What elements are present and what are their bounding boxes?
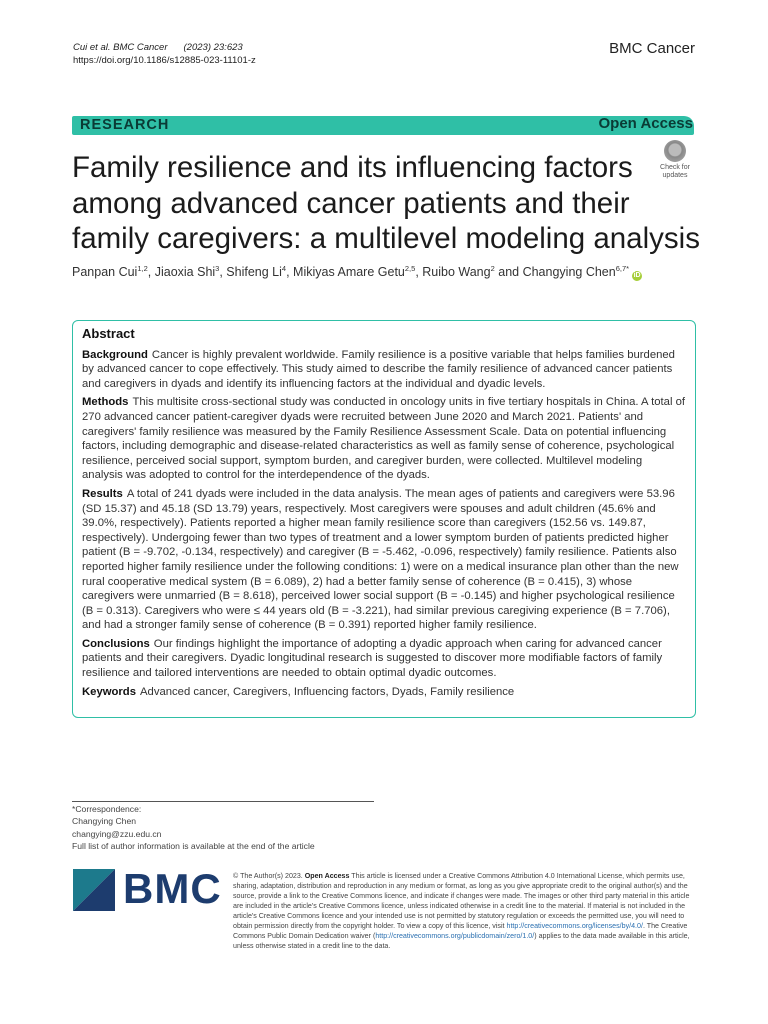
footnote-divider xyxy=(72,801,374,802)
journal-name: BMC Cancer xyxy=(609,40,695,57)
article-title: Family resilience and its influencing factors among advanced cancer patients and their family caregivers: a multilevel modeling analysis xyxy=(72,151,700,255)
abstract-conclusions: Conclusions Our findings highlight the importance of adopting a dyadic approach when caring for advanced cancer patients and their caregivers. Dyadic longitudinal research is suggested to discover more modifiable factors of family resilience and tailored interventions are needed to obtain optimal dyadic outcomes. xyxy=(82,637,663,680)
check-updates-line1: Check for xyxy=(660,164,690,171)
license-text: © The Author(s) 2023. Open Access This article is licensed under a Creative Commons Attribution 4.0 International License, which permits use, sharing, adaptation, distribution and reproduction in any medium or format, as long as you give appropriate credit to the original author(s) and the source, provide a link to the Creative Commons licence, and indicate if changes were made. The images or other third party material in this article are included in the article's Creative Commons licence, unless indicated otherwise in a credit line to the material. If material is not included in the article's Creative Commons licence and your intended use is not permitted by statutory regulation or exceeds the permitted use, you will need to obtain permission directly from the copyright holder. To view a copy of this licence, visit http://creativecommons.org/licenses/by/4.0/. The Creative Commons Public Domain Dedication waiver (http://creativecommons.org/publicdomain/zero/1.0/) applies to the data made available in this article, unless otherwise stated in a credit line to the data. xyxy=(233,872,690,950)
abstract-heading: Abstract xyxy=(82,326,135,341)
abstract-background: Background Cancer is highly prevalent worldwide. Family resilience is a positive variable that helps families burdened by advanced cancer to cope effectively. This study aimed to describe the family resilience of advanced cancer patients and caregivers in dyads and identify its influencing factors at the individual and dyadic levels. xyxy=(82,348,675,390)
license-link-by[interactable]: http://creativecommons.org/licenses/by/4.0/ xyxy=(506,922,643,930)
correspondence-name: Changying Chen xyxy=(72,816,137,827)
author-2[interactable]: Shifeng Li$^4$ xyxy=(226,264,287,279)
bmc-logo-text: BMC xyxy=(123,865,222,912)
citation-authors: Cui et al. BMC Cancer xyxy=(73,42,168,53)
citation-year: (2023) 23:623 xyxy=(183,42,243,53)
author-list: Panpan Cui$^{1,2}$, Jiaoxia Shi$^3$, Shifeng Li$^4$, Mikiyas Amare Getu$^{2,5}$, Ruibo Wang$^2$ and Changying Chen$^{6,7*}$iD xyxy=(72,264,641,279)
abstract-methods: Methods This multisite cross-sectional study was conducted in oncology units in five tertiary hospitals in China. A total of 270 advanced cancer patient-caregiver dyads were recruited between June 2020 and March 2021. Patients' and caregivers' family resilience was measured by the Family Resilience Assessment Scale. Data on potential influencing factors, including demographic and disease-related characteristics as well as family sense of coherence, psychological resilience, perceived social support, symptom burden, and caregiver burden, were collected. Multilevel modeling analysis was adopted to control for the interdependence of the dyads. xyxy=(82,396,686,482)
correspondence-email[interactable]: changying@zzu.edu.cn xyxy=(72,828,162,839)
open-access-label: Open Access xyxy=(598,115,693,132)
check-updates-line2: updates xyxy=(662,172,688,179)
author-4[interactable]: Ruibo Wang$^2$ xyxy=(422,264,495,279)
author-5[interactable]: Changying Chen$^{6,7*}$ xyxy=(522,264,630,279)
author-0[interactable]: Panpan Cui$^{1,2}$ xyxy=(72,264,148,279)
author-1[interactable]: Jiaoxia Shi$^3$ xyxy=(154,264,220,279)
bmc-logo-mark-icon xyxy=(73,869,115,911)
abstract-keywords: Keywords Advanced cancer, Caregivers, Influencing factors, Dyads, Family resilience xyxy=(82,685,515,698)
citation-block xyxy=(73,41,256,67)
abstract-results: Results A total of 241 dyads were included in the data analysis. The mean ages of patients and caregivers were 53.96 (SD 15.37) and 45.18 (SD 13.79) years, respectively. Most caregivers were spouses and adult children (45.6% and 39.0%, respectively). Patients reported a higher mean family resilience score than caregivers (152.56 vs. 149.87, respectively). Undergoing fewer than two types of treatment and a lower symptom burden of patients predicted higher patient (B = -9.702, -0.134, respectively) and caregiver (B = -5.462, -0.096, respectively) family resilience. Patients also reported higher family resilience under the following conditions: 1) were on a medical insurance plan other than the new rural cooperative medical system (B = 6.089), 2) had a better family sense of coherence (B = 0.415), 3) whose caregivers were unmarried (B = 8.618), perceived lower social support (B = -0.145) and higher psychological resilience (B = 0.313). Caregivers who were ≤ 44 years old (B = -3.221), had similar previous caregiving experience (B = 7.706), and had a stronger family sense of coherence (B = 0.391) reported higher family resilience. xyxy=(82,487,679,632)
correspondence-label: *Correspondence: xyxy=(72,804,142,814)
author-3[interactable]: Mikiyas Amare Getu$^{2,5}$ xyxy=(293,264,416,279)
doi-link[interactable]: https://doi.org/10.1186/s12885-023-11101-z xyxy=(73,55,256,66)
article-type-label: RESEARCH xyxy=(80,117,170,133)
orcid-icon[interactable]: iD xyxy=(633,272,641,279)
abstract-box xyxy=(72,320,696,718)
bmc-logo xyxy=(73,865,222,913)
license-link-zero[interactable]: http://creativecommons.org/publicdomain/zero/1.0/ xyxy=(375,932,535,940)
author-info-note: Full list of author information is available at the end of the article xyxy=(72,840,315,851)
correspondence-block xyxy=(72,803,315,852)
